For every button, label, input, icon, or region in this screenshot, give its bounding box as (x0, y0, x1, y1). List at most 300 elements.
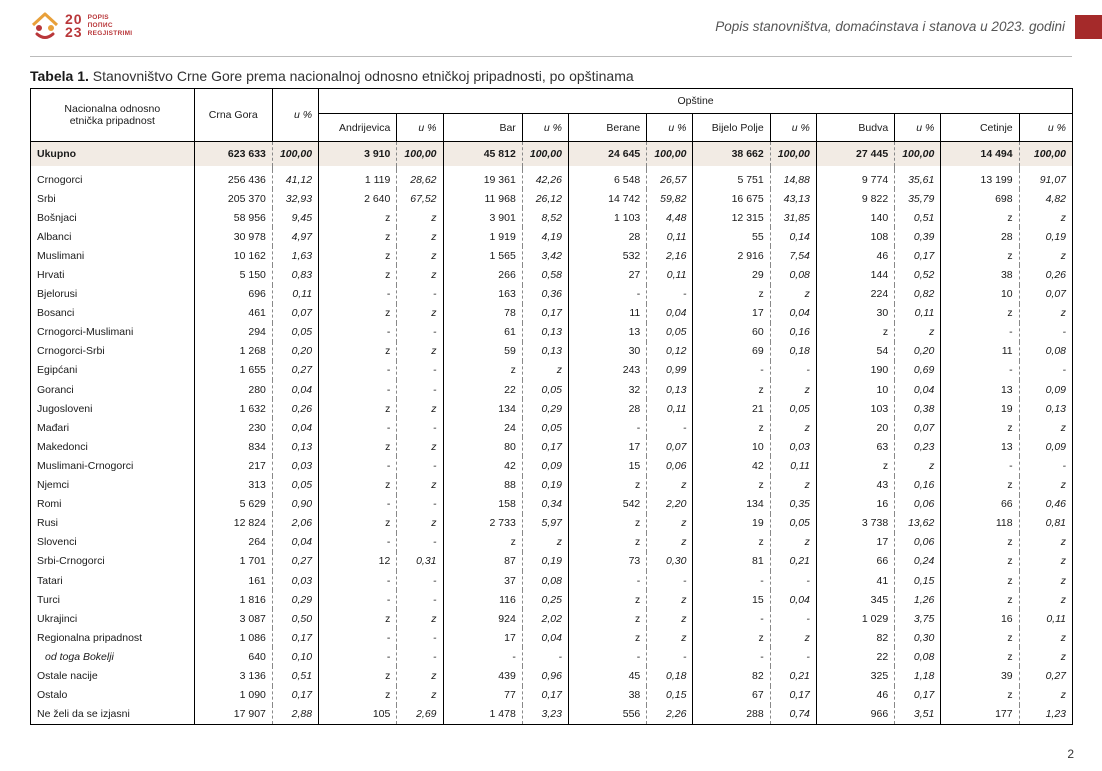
cell-percent: 0,24 (895, 552, 941, 571)
cell-count: 698 (941, 189, 1019, 208)
cell-percent: - (397, 323, 443, 342)
table-row (31, 590, 1073, 609)
cell-percent: 0,58 (522, 265, 568, 284)
cell-percent: - (397, 590, 443, 609)
table-row (31, 571, 1073, 590)
cell-percent: 0,05 (770, 399, 816, 418)
cell-percent: z (647, 514, 693, 533)
cell-count: z (319, 666, 397, 685)
cell-count: 264 (194, 533, 272, 552)
cell-count: 118 (941, 514, 1019, 533)
cell-count: 3 738 (816, 514, 894, 533)
cell-percent: z (770, 476, 816, 495)
cell-percent: 0,29 (522, 399, 568, 418)
cell-percent: 8,52 (522, 208, 568, 227)
cell-percent: 0,36 (522, 285, 568, 304)
cell-percent: 0,08 (1019, 342, 1072, 361)
house-people-icon (30, 11, 60, 41)
cell-count: 46 (816, 686, 894, 705)
header-municipality: Cetinje (941, 114, 1019, 142)
cell-percent: 0,26 (1019, 265, 1072, 284)
cell-percent: 0,39 (895, 227, 941, 246)
cell-count: 256 436 (194, 170, 272, 189)
ethnicity-table (30, 88, 1073, 725)
cell-percent: 0,27 (272, 552, 318, 571)
cell-count: - (319, 323, 397, 342)
cell-percent: 0,07 (1019, 285, 1072, 304)
cell-count: 623 633 (194, 142, 272, 167)
cell-count: 39 (941, 666, 1019, 685)
table-row (31, 304, 1073, 323)
cell-percent: 0,19 (522, 476, 568, 495)
cell-percent: 0,08 (522, 571, 568, 590)
cell-count: z (941, 246, 1019, 265)
cell-percent: 0,21 (770, 666, 816, 685)
cell-count: 32 (568, 380, 646, 399)
cell-count: 67 (693, 686, 770, 705)
logo-year-bottom: 23 (65, 24, 83, 40)
cell-count: 45 812 (443, 142, 522, 167)
cell-percent: 0,38 (895, 399, 941, 418)
cell-count: 3 087 (194, 609, 272, 628)
cell-percent: 0,35 (770, 495, 816, 514)
table-row (31, 666, 1073, 685)
cell-percent: 0,06 (895, 533, 941, 552)
cell-count: 2 916 (693, 246, 770, 265)
cell-percent: - (770, 571, 816, 590)
row-label: Ostale nacije (31, 666, 195, 685)
cell-percent: 0,46 (1019, 495, 1072, 514)
cell-percent: z (1019, 590, 1072, 609)
header-pct: u % (397, 114, 443, 142)
cell-count: 11 (941, 342, 1019, 361)
cell-percent: 2,16 (647, 246, 693, 265)
cell-percent: 0,23 (895, 437, 941, 456)
row-label: Makedonci (31, 437, 195, 456)
cell-percent: 0,74 (770, 705, 816, 725)
cell-percent: - (647, 647, 693, 666)
cell-percent: 0,18 (770, 342, 816, 361)
cell-count: z (568, 476, 646, 495)
cell-percent: 0,13 (522, 342, 568, 361)
row-label: Regionalna pripadnost (31, 628, 195, 647)
cell-percent: z (1019, 686, 1072, 705)
cell-percent: z (397, 208, 443, 227)
cell-count: 3 136 (194, 666, 272, 685)
cell-percent: 0,05 (770, 514, 816, 533)
cell-count: 60 (693, 323, 770, 342)
cell-count: 28 (941, 227, 1019, 246)
cell-count: 1 090 (194, 686, 272, 705)
cell-percent: 2,26 (647, 705, 693, 725)
row-label: Jugosloveni (31, 399, 195, 418)
table-row (31, 628, 1073, 647)
table-row (31, 495, 1073, 514)
cell-count: 15 (568, 456, 646, 475)
header-pct: u % (272, 89, 318, 142)
cell-percent: 2,06 (272, 514, 318, 533)
cell-percent: 0,19 (1019, 227, 1072, 246)
table-row (31, 514, 1073, 533)
cell-percent: 3,23 (522, 705, 568, 725)
cell-percent: 26,12 (522, 189, 568, 208)
cell-count: 103 (816, 399, 894, 418)
cell-percent: z (770, 628, 816, 647)
cell-count: - (941, 361, 1019, 380)
cell-percent: 100,00 (1019, 142, 1072, 167)
cell-count: - (319, 533, 397, 552)
cell-percent: - (397, 361, 443, 380)
cell-count: z (319, 208, 397, 227)
cell-percent: 0,17 (895, 246, 941, 265)
row-label: Muslimani-Crnogorci (31, 456, 195, 475)
table-row (31, 456, 1073, 475)
header-pct: u % (647, 114, 693, 142)
cell-percent: z (397, 609, 443, 628)
cell-count: z (568, 590, 646, 609)
cell-percent: z (522, 361, 568, 380)
cell-count: 224 (816, 285, 894, 304)
cell-count: z (941, 647, 1019, 666)
cell-count: 63 (816, 437, 894, 456)
cell-count: 190 (816, 361, 894, 380)
cell-count: 11 (568, 304, 646, 323)
total-row (31, 142, 1073, 167)
cell-count: 266 (443, 265, 522, 284)
cell-count: z (319, 246, 397, 265)
cell-percent: 2,02 (522, 609, 568, 628)
cell-count: 28 (568, 399, 646, 418)
cell-percent: 0,07 (272, 304, 318, 323)
cell-count: - (693, 609, 770, 628)
cell-percent: 2,88 (272, 705, 318, 725)
cell-percent: z (1019, 476, 1072, 495)
cell-percent: 100,00 (272, 142, 318, 167)
cell-percent: 0,16 (770, 323, 816, 342)
row-label: Mađari (31, 418, 195, 437)
row-label: Egipćani (31, 361, 195, 380)
cell-count: z (941, 571, 1019, 590)
cell-percent: 0,04 (770, 590, 816, 609)
cell-count: z (568, 533, 646, 552)
cell-percent: 0,15 (647, 686, 693, 705)
cell-percent: 0,09 (1019, 380, 1072, 399)
cell-count: - (568, 571, 646, 590)
cell-count: 43 (816, 476, 894, 495)
cell-percent: z (397, 304, 443, 323)
row-label: Romi (31, 495, 195, 514)
cell-percent: 0,11 (272, 285, 318, 304)
cell-count: 45 (568, 666, 646, 685)
cell-count: 5 150 (194, 265, 272, 284)
cell-count: 10 (816, 380, 894, 399)
cell-count: z (941, 686, 1019, 705)
cell-count: z (319, 686, 397, 705)
cell-percent: z (895, 323, 941, 342)
cell-percent: 0,11 (647, 265, 693, 284)
cell-count: 19 (941, 399, 1019, 418)
cell-count: 3 901 (443, 208, 522, 227)
cell-percent: 100,00 (895, 142, 941, 167)
cell-count: 82 (816, 628, 894, 647)
header-divider (30, 56, 1072, 57)
cell-count: 1 655 (194, 361, 272, 380)
cell-count: 14 742 (568, 189, 646, 208)
cell-percent: 59,82 (647, 189, 693, 208)
table-row (31, 399, 1073, 418)
cell-count: z (693, 533, 770, 552)
cell-percent: 0,29 (272, 590, 318, 609)
cell-percent: 0,13 (522, 323, 568, 342)
cell-percent: - (647, 418, 693, 437)
cell-count: 5 751 (693, 170, 770, 189)
cell-percent: z (647, 590, 693, 609)
cell-percent: 0,07 (647, 437, 693, 456)
cell-percent: 4,19 (522, 227, 568, 246)
cell-percent: 3,51 (895, 705, 941, 725)
cell-count: z (941, 418, 1019, 437)
cell-percent: 1,18 (895, 666, 941, 685)
cell-percent: 14,88 (770, 170, 816, 189)
cell-percent: 0,04 (770, 304, 816, 323)
cell-count: 12 824 (194, 514, 272, 533)
cell-percent: 0,08 (895, 647, 941, 666)
cell-count: z (568, 514, 646, 533)
cell-count: 29 (693, 265, 770, 284)
cell-percent: 0,69 (895, 361, 941, 380)
cell-count: 5 629 (194, 495, 272, 514)
table-row (31, 609, 1073, 628)
table-row (31, 437, 1073, 456)
cell-count: 177 (941, 705, 1019, 725)
cell-percent: 0,14 (770, 227, 816, 246)
cell-percent: - (397, 571, 443, 590)
cell-count: 55 (693, 227, 770, 246)
cell-percent: 0,09 (522, 456, 568, 475)
header-pct: u % (522, 114, 568, 142)
cell-percent: z (1019, 304, 1072, 323)
cell-count: 1 816 (194, 590, 272, 609)
logo-word: POPIS (87, 14, 109, 21)
cell-percent: z (397, 265, 443, 284)
cell-percent: 0,04 (895, 380, 941, 399)
cell-percent: 0,09 (1019, 437, 1072, 456)
cell-percent: 0,21 (770, 552, 816, 571)
cell-count: 10 (941, 285, 1019, 304)
cell-percent: 0,05 (522, 380, 568, 399)
cell-percent: z (397, 342, 443, 361)
cell-percent: 1,63 (272, 246, 318, 265)
cell-count: 80 (443, 437, 522, 456)
cell-percent: 0,17 (522, 304, 568, 323)
cell-percent: 0,05 (647, 323, 693, 342)
cell-count: 17 (693, 304, 770, 323)
row-label: Crnogorci (31, 170, 195, 189)
header-municipality: Budva (816, 114, 894, 142)
cell-count: 105 (319, 705, 397, 725)
cell-percent: 0,17 (522, 437, 568, 456)
cell-count: 696 (194, 285, 272, 304)
cell-count: z (319, 514, 397, 533)
cell-percent: 0,17 (272, 628, 318, 647)
cell-percent: - (770, 647, 816, 666)
header-municipalities-group: Opštine (319, 89, 1073, 114)
cell-percent: - (397, 533, 443, 552)
cell-percent: 0,16 (895, 476, 941, 495)
cell-count: - (319, 285, 397, 304)
row-label: Ne želi da se izjasni (31, 705, 195, 725)
cell-percent: z (1019, 628, 1072, 647)
cell-count: 217 (194, 456, 272, 475)
cell-percent: 35,79 (895, 189, 941, 208)
cell-percent: 0,03 (770, 437, 816, 456)
cell-percent: 100,00 (397, 142, 443, 167)
cell-count: z (443, 533, 522, 552)
cell-count: 108 (816, 227, 894, 246)
row-label: Tatari (31, 571, 195, 590)
cell-count: 17 (443, 628, 522, 647)
cell-count: 42 (693, 456, 770, 475)
cell-count: 6 548 (568, 170, 646, 189)
cell-count: 88 (443, 476, 522, 495)
cell-count: 77 (443, 686, 522, 705)
cell-count: 1 632 (194, 399, 272, 418)
cell-percent: - (647, 285, 693, 304)
cell-percent: 0,83 (272, 265, 318, 284)
cell-count: z (319, 227, 397, 246)
cell-count: 69 (693, 342, 770, 361)
cell-count: - (693, 647, 770, 666)
table-row (31, 552, 1073, 571)
table-row (31, 380, 1073, 399)
cell-percent: 0,99 (647, 361, 693, 380)
cell-percent: 26,57 (647, 170, 693, 189)
table-row (31, 170, 1073, 189)
cell-count: - (319, 571, 397, 590)
cell-count: 17 (816, 533, 894, 552)
cell-percent: 0,17 (522, 686, 568, 705)
cell-count: 13 (941, 380, 1019, 399)
cell-percent: 43,13 (770, 189, 816, 208)
cell-count: 532 (568, 246, 646, 265)
cell-percent: z (647, 476, 693, 495)
table-row (31, 533, 1073, 552)
cell-percent: 0,13 (1019, 399, 1072, 418)
cell-percent: 32,93 (272, 189, 318, 208)
table-row (31, 208, 1073, 227)
row-label: Crnogorci-Srbi (31, 342, 195, 361)
cell-percent: 0,04 (522, 628, 568, 647)
cell-count: 1 919 (443, 227, 522, 246)
census-logo (30, 8, 132, 44)
cell-count: 38 662 (693, 142, 770, 167)
cell-percent: 0,51 (895, 208, 941, 227)
row-label: od toga Bokelji (31, 647, 195, 666)
cell-percent: 0,30 (647, 552, 693, 571)
cell-count: 21 (693, 399, 770, 418)
header-municipality: Andrijevica (319, 114, 397, 142)
cell-percent: 91,07 (1019, 170, 1072, 189)
cell-count: 16 (816, 495, 894, 514)
table-row (31, 647, 1073, 666)
cell-percent: 0,27 (1019, 666, 1072, 685)
cell-percent: z (1019, 418, 1072, 437)
cell-percent: 0,20 (272, 342, 318, 361)
cell-count: 22 (443, 380, 522, 399)
cell-count: 461 (194, 304, 272, 323)
cell-percent: 0,30 (895, 628, 941, 647)
cell-count: z (941, 304, 1019, 323)
cell-percent: 41,12 (272, 170, 318, 189)
cell-count: 243 (568, 361, 646, 380)
table-row (31, 285, 1073, 304)
table-row (31, 342, 1073, 361)
cell-percent: 0,11 (647, 399, 693, 418)
cell-percent: 0,04 (647, 304, 693, 323)
cell-percent: 0,25 (522, 590, 568, 609)
cell-percent: 0,17 (895, 686, 941, 705)
cell-count: 1 103 (568, 208, 646, 227)
logo-word: REGJISTRIMI (87, 30, 133, 37)
cell-percent: 0,11 (647, 227, 693, 246)
cell-count: - (693, 361, 770, 380)
cell-count: 16 (941, 609, 1019, 628)
cell-count: 924 (443, 609, 522, 628)
cell-percent: 0,13 (272, 437, 318, 456)
cell-count: 10 162 (194, 246, 272, 265)
cell-percent: 0,04 (272, 418, 318, 437)
cell-percent: 2,69 (397, 705, 443, 725)
cell-count: - (568, 418, 646, 437)
cell-count: 54 (816, 342, 894, 361)
cell-count: 13 (568, 323, 646, 342)
cell-count: z (319, 265, 397, 284)
cell-count: z (319, 476, 397, 495)
cell-count: z (941, 533, 1019, 552)
table-row (31, 705, 1073, 725)
cell-percent: 0,05 (272, 323, 318, 342)
table-row (31, 418, 1073, 437)
cell-percent: z (397, 514, 443, 533)
cell-count: 163 (443, 285, 522, 304)
cell-count: 19 (693, 514, 770, 533)
cell-count: 13 199 (941, 170, 1019, 189)
cell-count: 834 (194, 437, 272, 456)
table-row (31, 476, 1073, 495)
cell-percent: 0,11 (770, 456, 816, 475)
cell-percent: z (397, 686, 443, 705)
row-label: Slovenci (31, 533, 195, 552)
cell-count: 12 315 (693, 208, 770, 227)
row-label: Ostalo (31, 686, 195, 705)
cell-percent: - (1019, 323, 1072, 342)
cell-percent: z (1019, 208, 1072, 227)
header-nationality-line1: Nacionalna odnosno (64, 103, 161, 115)
cell-percent: - (397, 456, 443, 475)
cell-percent: 0,82 (895, 285, 941, 304)
cell-percent: 4,82 (1019, 189, 1072, 208)
cell-count: 59 (443, 342, 522, 361)
cell-percent: 0,52 (895, 265, 941, 284)
cell-count: 30 (568, 342, 646, 361)
cell-count: - (568, 647, 646, 666)
cell-count: 24 645 (568, 142, 646, 167)
table-caption (30, 68, 634, 84)
cell-count: 28 (568, 227, 646, 246)
cell-count: 46 (816, 246, 894, 265)
cell-percent: z (397, 246, 443, 265)
cell-percent: z (397, 437, 443, 456)
